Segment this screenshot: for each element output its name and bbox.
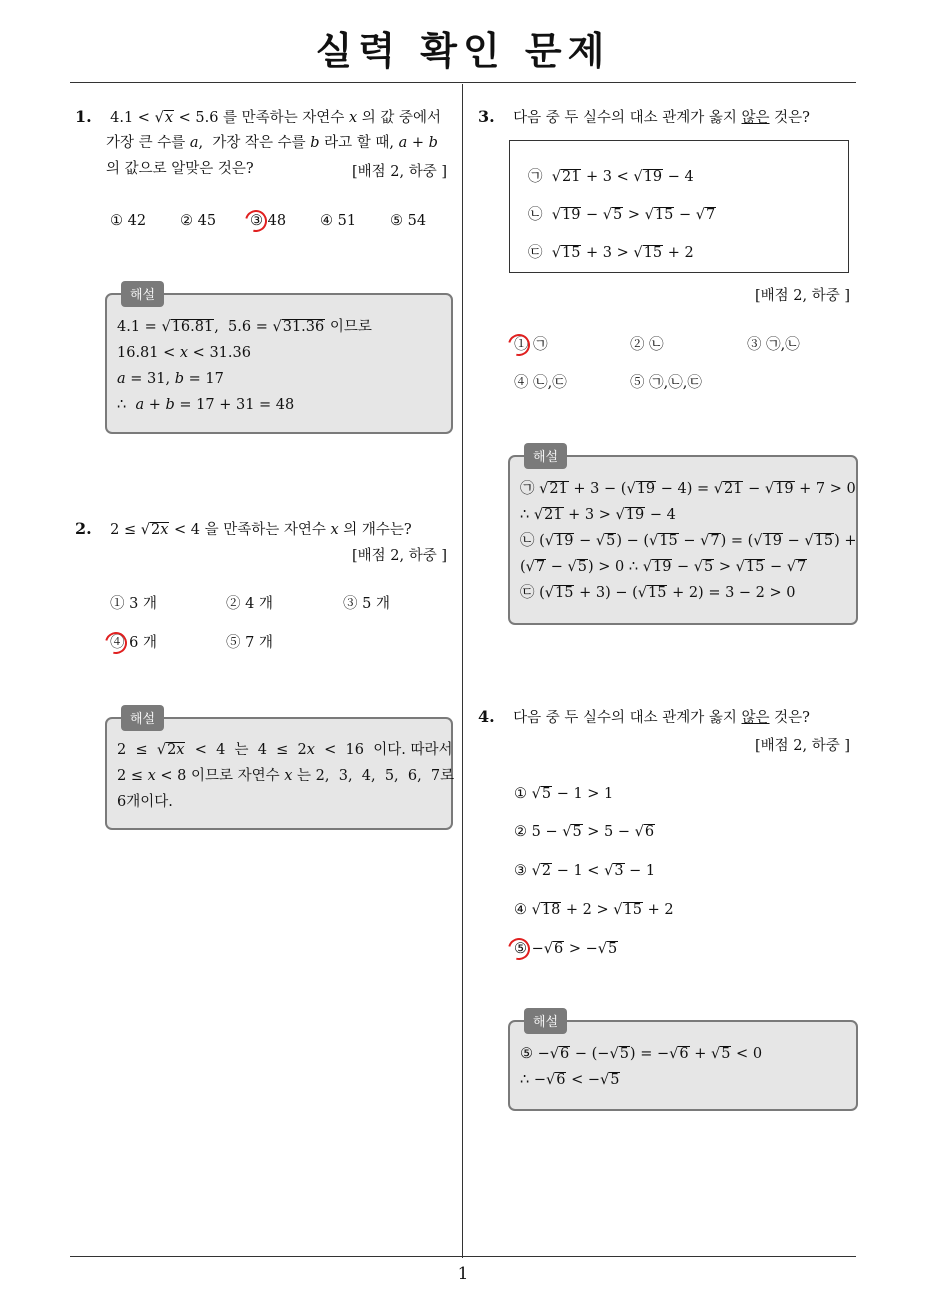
top-rule <box>70 82 856 83</box>
question-2-text-line-1 <box>75 516 412 543</box>
q1-choice-3[interactable]: ③ 48 <box>250 213 287 229</box>
q3-choice-3[interactable]: ③ ㉠,㉡ <box>747 337 800 353</box>
question-4-line-1: 다음 중 두 실수의 대소 관계가 옳지 않은 것은? <box>513 710 810 726</box>
solution-tab: 해설 <box>121 705 164 731</box>
q3-choice-4[interactable]: ④ ㉡,㉢ <box>514 375 567 391</box>
q2-choice-2[interactable]: ② 4 개 <box>226 596 273 612</box>
q1-solution-line-3: a = 31, b = 17 <box>117 371 224 387</box>
question-3-text-line-1 <box>478 104 810 131</box>
q4-choice-1[interactable]: ① √5 − 1 > 1 <box>514 786 614 802</box>
q1-solution-line-1: 4.1 = √16.81, 5.6 = √31.36 이므로 <box>117 319 372 335</box>
q3-solution-line-3: ㉡ (√19 − √5) − (√15 − √7) = (√19 − √15) + <box>520 533 857 549</box>
q2-solution-box <box>105 712 455 830</box>
q3-solution-line-4: (√7 − √5) > 0 ∴ √19 − √5 > √15 − √7 <box>520 559 807 575</box>
q2-choice-5[interactable]: ⑤ 7 개 <box>226 635 273 651</box>
question-1-text-line-1 <box>75 104 441 131</box>
question-1-number: 1. <box>75 107 92 126</box>
q2-choice-4[interactable]: ④ 6 개 <box>110 635 157 651</box>
q4-choice-3[interactable]: ③ √2 − 1 < √3 − 1 <box>514 863 656 879</box>
q1-choice-4[interactable]: ④ 51 <box>320 213 357 229</box>
page-title: 실력 확인 문제 <box>315 29 611 73</box>
question-4-text-line-1 <box>478 704 810 731</box>
q1-solution-box <box>105 288 453 434</box>
q3-solution-line-5: ㉢ (√15 + 3) − (√15 + 2) = 3 − 2 > 0 <box>520 585 796 601</box>
q2-solution-line-2: 2 ≤ x < 8 이므로 자연수 x 는 2, 3, 4, 5, 6, 7로 <box>117 768 455 784</box>
solution-tab: 해설 <box>524 443 567 469</box>
solution-tab: 해설 <box>524 1008 567 1034</box>
q3-statement-2: ㉡ √19 − √5 > √15 − √7 <box>528 207 716 223</box>
q4-choice-2[interactable]: ② 5 − √5 > 5 − √6 <box>514 824 655 840</box>
q3-statement-box <box>509 140 849 273</box>
q2-solution-line-3: 6개이다. <box>117 794 173 810</box>
q1-choice-5[interactable]: ⑤ 54 <box>390 213 427 229</box>
q3-statement-3: ㉢ √15 + 3 > √15 + 2 <box>528 245 694 261</box>
q3-solution-line-2: ∴ √21 + 3 > √19 − 4 <box>520 507 676 523</box>
q1-solution-line-2: 16.81 < x < 31.36 <box>117 345 251 361</box>
q2-solution-line-1: 2 ≤ √2x < 4 는 4 ≤ 2x < 16 이다. 따라서 <box>117 742 453 758</box>
question-1-line-2: 가장 큰 수를 a, 가장 작은 수를 b 라고 할 때, a + b <box>106 135 438 151</box>
question-4-meta: [배점 2, 하중 ] <box>755 738 851 754</box>
q4-solution-line-2: ∴ −√6 < −√5 <box>520 1072 620 1088</box>
q1-solution-line-4: ∴ a + b = 17 + 31 = 48 <box>117 397 295 413</box>
question-1-meta: [배점 2, 하중 ] <box>352 164 448 180</box>
question-1-line-3: 의 값으로 알맞은 것은? <box>106 161 254 177</box>
bottom-rule <box>70 1256 856 1257</box>
question-3-line-1: 다음 중 두 실수의 대소 관계가 옳지 않은 것은? <box>513 110 810 126</box>
q2-choice-3[interactable]: ③ 5 개 <box>343 596 390 612</box>
q2-choice-1[interactable]: ① 3 개 <box>110 596 157 612</box>
q4-choice-4[interactable]: ④ √18 + 2 > √15 + 2 <box>514 902 674 918</box>
q3-solution-line-1: ㉠ √21 + 3 − (√19 − 4) = √21 − √19 + 7 > 0 <box>520 481 856 497</box>
question-2-number: 2. <box>75 519 92 538</box>
q4-choice-5[interactable]: ⑤ −√6 > −√5 <box>514 941 618 957</box>
column-divider <box>462 84 463 1258</box>
question-1-line-1: 4.1 < √x < 5.6 를 만족하는 자연수 x 의 값 중에서 <box>110 110 441 126</box>
page-number: 1 <box>457 1264 469 1284</box>
q4-solution-line-1: ⑤ −√6 − (−√5) = −√6 + √5 < 0 <box>520 1046 763 1062</box>
question-2-meta: [배점 2, 하중 ] <box>352 548 448 564</box>
q3-choice-5[interactable]: ⑤ ㉠,㉡,㉢ <box>630 375 702 391</box>
question-3-meta: [배점 2, 하중 ] <box>755 288 851 304</box>
q1-choice-1[interactable]: ① 42 <box>110 213 147 229</box>
q1-choice-2[interactable]: ② 45 <box>180 213 217 229</box>
question-3-number: 3. <box>478 107 495 126</box>
q3-solution-box <box>508 450 858 625</box>
question-4-number: 4. <box>478 707 495 726</box>
q3-choice-1[interactable]: ① ㉠ <box>514 337 548 353</box>
q3-statement-1: ㉠ √21 + 3 < √19 − 4 <box>528 169 694 185</box>
solution-tab: 해설 <box>121 281 164 307</box>
q4-solution-box <box>508 1015 858 1111</box>
question-2-line-1: 2 ≤ √2x < 4 을 만족하는 자연수 x 의 개수는? <box>110 522 412 538</box>
q3-choice-2[interactable]: ② ㉡ <box>630 337 664 353</box>
